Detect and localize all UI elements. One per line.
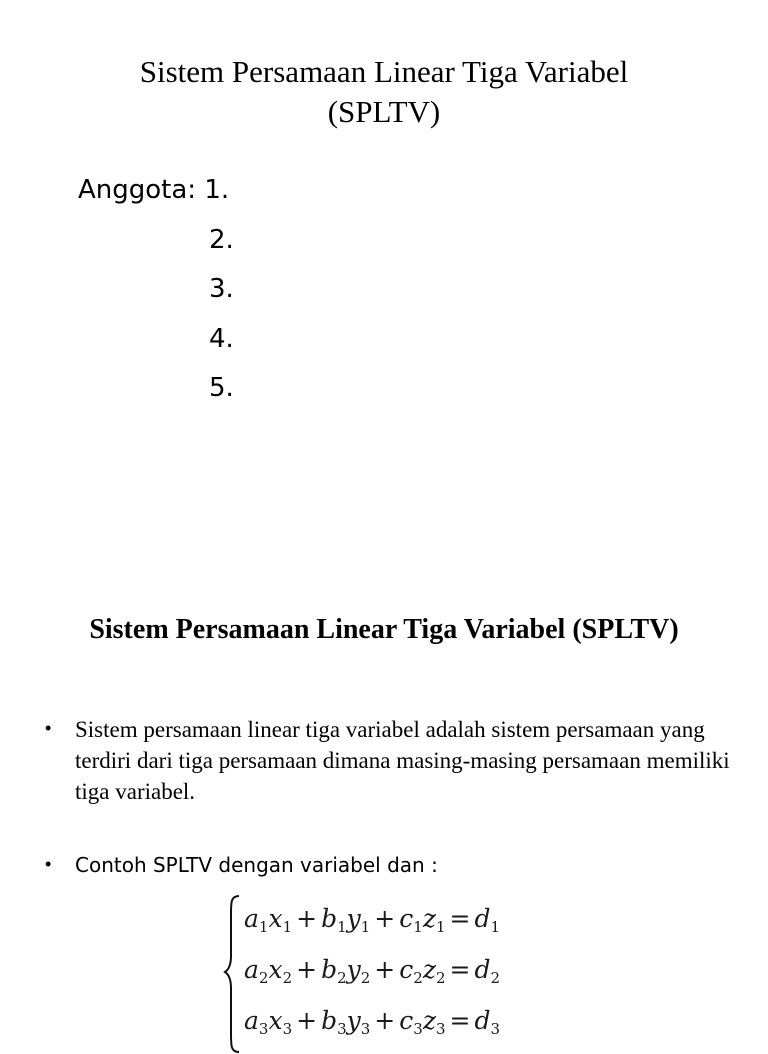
- slide-2-title: Sistem Persamaan Linear Tiga Variabel (SPLTV): [89, 614, 679, 645]
- bullet-dot: •: [45, 854, 52, 874]
- member-number: 3.: [209, 274, 234, 304]
- members-label: Anggota: 1.: [78, 175, 230, 205]
- member-numbers: [209, 166, 234, 414]
- member-number: 2.: [209, 224, 234, 255]
- member-number: 5.: [209, 373, 234, 403]
- equation-row: $a_1x_1 + b_1y_1 + c_1z_1 = d_1$: [244, 904, 501, 936]
- slide-1-title: [0, 52, 768, 132]
- slide-2: [0, 576, 768, 1038]
- left-brace-icon: [224, 894, 242, 1054]
- bullet-dot: •: [45, 718, 52, 738]
- bullet-definition-text: Sistem persamaan linear tiga variabel adalah sistem persamaan yang terdiri dari tiga persamaan dimana masing-masing persamaan memiliki tiga variabel.: [75, 717, 730, 804]
- member-number: 4.: [209, 323, 234, 354]
- title-line-1: Sistem Persamaan Linear Tiga Variabel: [139, 54, 629, 89]
- title-line-2: (SPLTV): [327, 94, 441, 129]
- equation-row: $a_2x_2 + b_2y_2 + c_2z_2 = d_2$: [244, 955, 501, 987]
- equation-system: [224, 894, 501, 1054]
- equation-row: $a_3x_3 + b_3y_3 + c_3z_3 = d_3$: [244, 1006, 501, 1038]
- bullet-example-text: Contoh SPLTV dengan variabel dan :: [75, 853, 438, 877]
